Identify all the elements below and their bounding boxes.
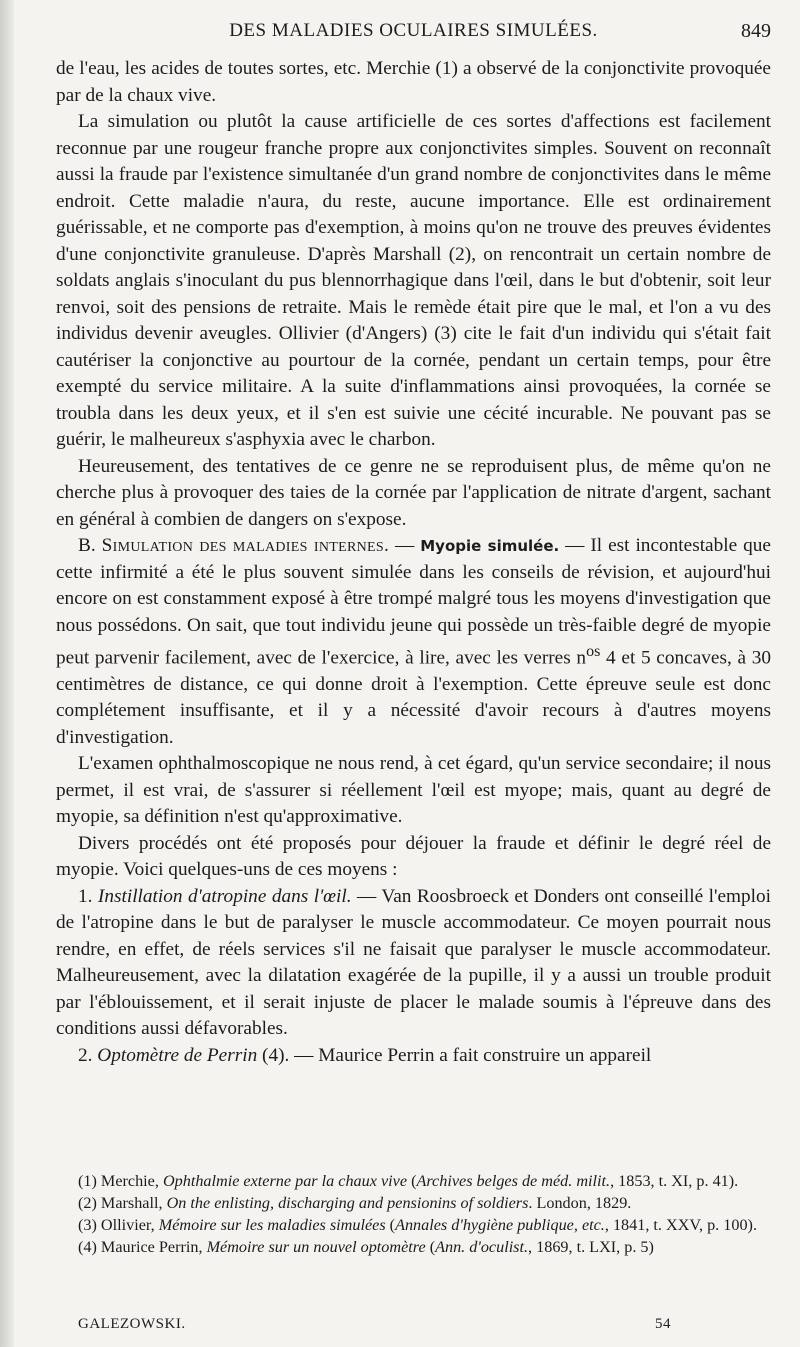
paragraph-5: L'examen ophthalmoscopique ne nous rend, à cet égard, qu'un service secondaire; il nous permet, il est vrai, de s'assurer si réellement l'œil est myope; mais, quant au degré de myopie, sa définition n'est qu'approximative. <box>56 753 771 828</box>
paragraph-7-text: — Van Roosbroeck et Donders ont conseillé l'emploi de l'atropine dans le but de paralyser le muscle accommodateur. Ce moyen pourrait nous rendre, en effet, de réels services s'il ne faisait que paralyser le muscle accommodateur. Malheureusement, avec la dilatation exagérée de la pupille, il y a aussi un trouble produit par l'éblouissement, et il serait injuste de placer le malade soumis à l'épreuve dans des conditions aussi défavorables. <box>56 885 771 1040</box>
footnote-title: Ophthalmie externe par la chaux vive <box>162 1172 408 1190</box>
footnote-2 <box>56 1192 771 1214</box>
dash: — <box>565 535 585 556</box>
footnote-title: Mémoire sur les maladies simulées <box>158 1216 386 1234</box>
paragraph-4-text-b: 4 et 5 concaves, à 30 centimètres de distance, ce qui donne droit à l'exemption. Cette épreuve seule est donc complétement insuffisante, et il y a nécessité d'avoir recours à d'autres moyens d'investigation. <box>56 647 771 748</box>
signature-line <box>78 1316 771 1338</box>
item-title: Optomètre de Perrin <box>97 1044 258 1066</box>
running-head: DES MALADIES OCULAIRES SIMULÉES. <box>229 20 598 41</box>
page-number: 849 <box>741 20 771 42</box>
footnote-text: . London, 1829. <box>528 1194 632 1212</box>
paragraph-8 <box>56 1043 771 1070</box>
item-title: Instillation d'atropine dans l'œil. <box>97 885 352 907</box>
main-text <box>56 56 771 1069</box>
footnote-journal: Annales d'hygiène publique, etc. <box>395 1216 605 1234</box>
footnote-text: (3) Ollivier, <box>78 1216 159 1234</box>
sheet-number: 54 <box>655 1316 671 1332</box>
footnote-text: ( <box>425 1238 436 1256</box>
footnote-text: (1) Merchie, <box>78 1172 163 1190</box>
superscript: os <box>586 643 601 660</box>
author-signature: GALEZOWSKI. <box>78 1316 186 1332</box>
paragraph-1: de l'eau, les acides de toutes sortes, etc. Merchie (1) a observé de la conjonctivite provoquée par de la chaux vive. <box>56 58 771 106</box>
footnote-1 <box>56 1170 771 1192</box>
footnote-journal: Ann. d'oculist. <box>435 1238 529 1256</box>
footnote-text: , 1869, t. LXI, p. 5) <box>528 1238 654 1256</box>
footnote-3 <box>56 1214 771 1236</box>
footnote-text: (2) Marshall, <box>78 1194 167 1212</box>
dash: — <box>395 535 415 556</box>
paragraph-6: Divers procédés ont été proposés pour déjouer la fraude et définir le degré réel de myopie. Voici quelques-uns de ces moyens : <box>56 832 771 881</box>
paragraph-4-text-a: Il est incontestable que cette infirmité a été le plus souvent simulée dans les conseils de révision, et aujourd'hui encore on est constamment exposé à être trompé malgré tous les moyens d'investigation que nous possédons. On sait, que tout individu jeune qui possède un très-faible degré de myopie peut parvenir facilement, avec de l'exercice, à lire, avec les verres n <box>56 535 771 669</box>
footnotes <box>56 1170 771 1258</box>
paragraph-3: Heureusement, des tentatives de ce genre ne se reproduisent plus, de même qu'on ne cherche plus à provoquer des taies de la cornée par l'application de nitrate d'argent, sachant en général à combien de dangers on s'expose. <box>56 455 771 530</box>
item-number: 1. <box>78 885 93 907</box>
subsection-heading: Myopie simulée. <box>420 537 560 555</box>
paragraph-7 <box>56 884 771 1043</box>
footnote-text: , 1841, t. XXV, p. 100). <box>604 1216 757 1234</box>
item-number: 2. <box>78 1044 93 1066</box>
footnote-text: (4) Maurice Perrin, <box>78 1238 207 1256</box>
section-heading: Simulation des maladies internes. <box>101 535 390 556</box>
footnote-journal: Archives belges de méd. milit. <box>416 1172 611 1190</box>
footnote-title: Mémoire sur un nouvel optomètre <box>206 1238 426 1256</box>
paragraph-2: La simulation ou plutôt la cause artificielle de ces sortes d'affections est facilement reconnue par une rougeur franche propre aux conjonctivites simples. Souvent on reconnaît aussi la fraude par l'existence simultanée d'un grand nombre de conjonctivites dans le même endroit. Cette maladie n'aura, du reste, aucune importance. Elle est ordinairement guérissable, et ne comporte pas d'exemption, à moins qu'on ne trouve des preuves évidentes d'une conjonctivite granuleuse. D'après Marshall (2), on rencontrait un certain nombre de soldats anglais s'inoculant du pus blennorrhagique dans l'œil, dans le but d'obtenir, soit leur renvoi, soit des pensions de retraite. Mais le remède était pire que le mal, et l'on a vu des individus devenir aveugles. Ollivier (d'Angers) (3) cite le fait d'un individu qui s'était fait cautériser la conjonctive au pourtour de la cornée, pendant un certain temps, pour être exempté du service militaire. A la suite d'inflammations ainsi provoquées, la cornée se troubla dans les deux yeux, et il s'en est suivie une cécité incurable. Ne pouvant pas se guérir, le malheureux s'asphyxia avec le charbon. <box>56 111 771 450</box>
footnote-text: ( <box>385 1216 396 1234</box>
page-gutter <box>0 0 14 1347</box>
page-header <box>56 16 771 46</box>
section-letter: B. <box>78 535 96 556</box>
footnote-text: , 1853, t. XI, p. 41). <box>610 1172 739 1190</box>
footnote-4 <box>56 1236 771 1258</box>
footnote-ref: (4). <box>257 1044 290 1066</box>
footnote-text: ( <box>407 1172 417 1190</box>
footnote-title: On the enlisting, discharging and pensionins of soldiers <box>166 1194 529 1212</box>
paragraph-8-text: — Maurice Perrin a fait construire un appareil <box>289 1044 652 1066</box>
paragraph-4 <box>56 533 771 751</box>
